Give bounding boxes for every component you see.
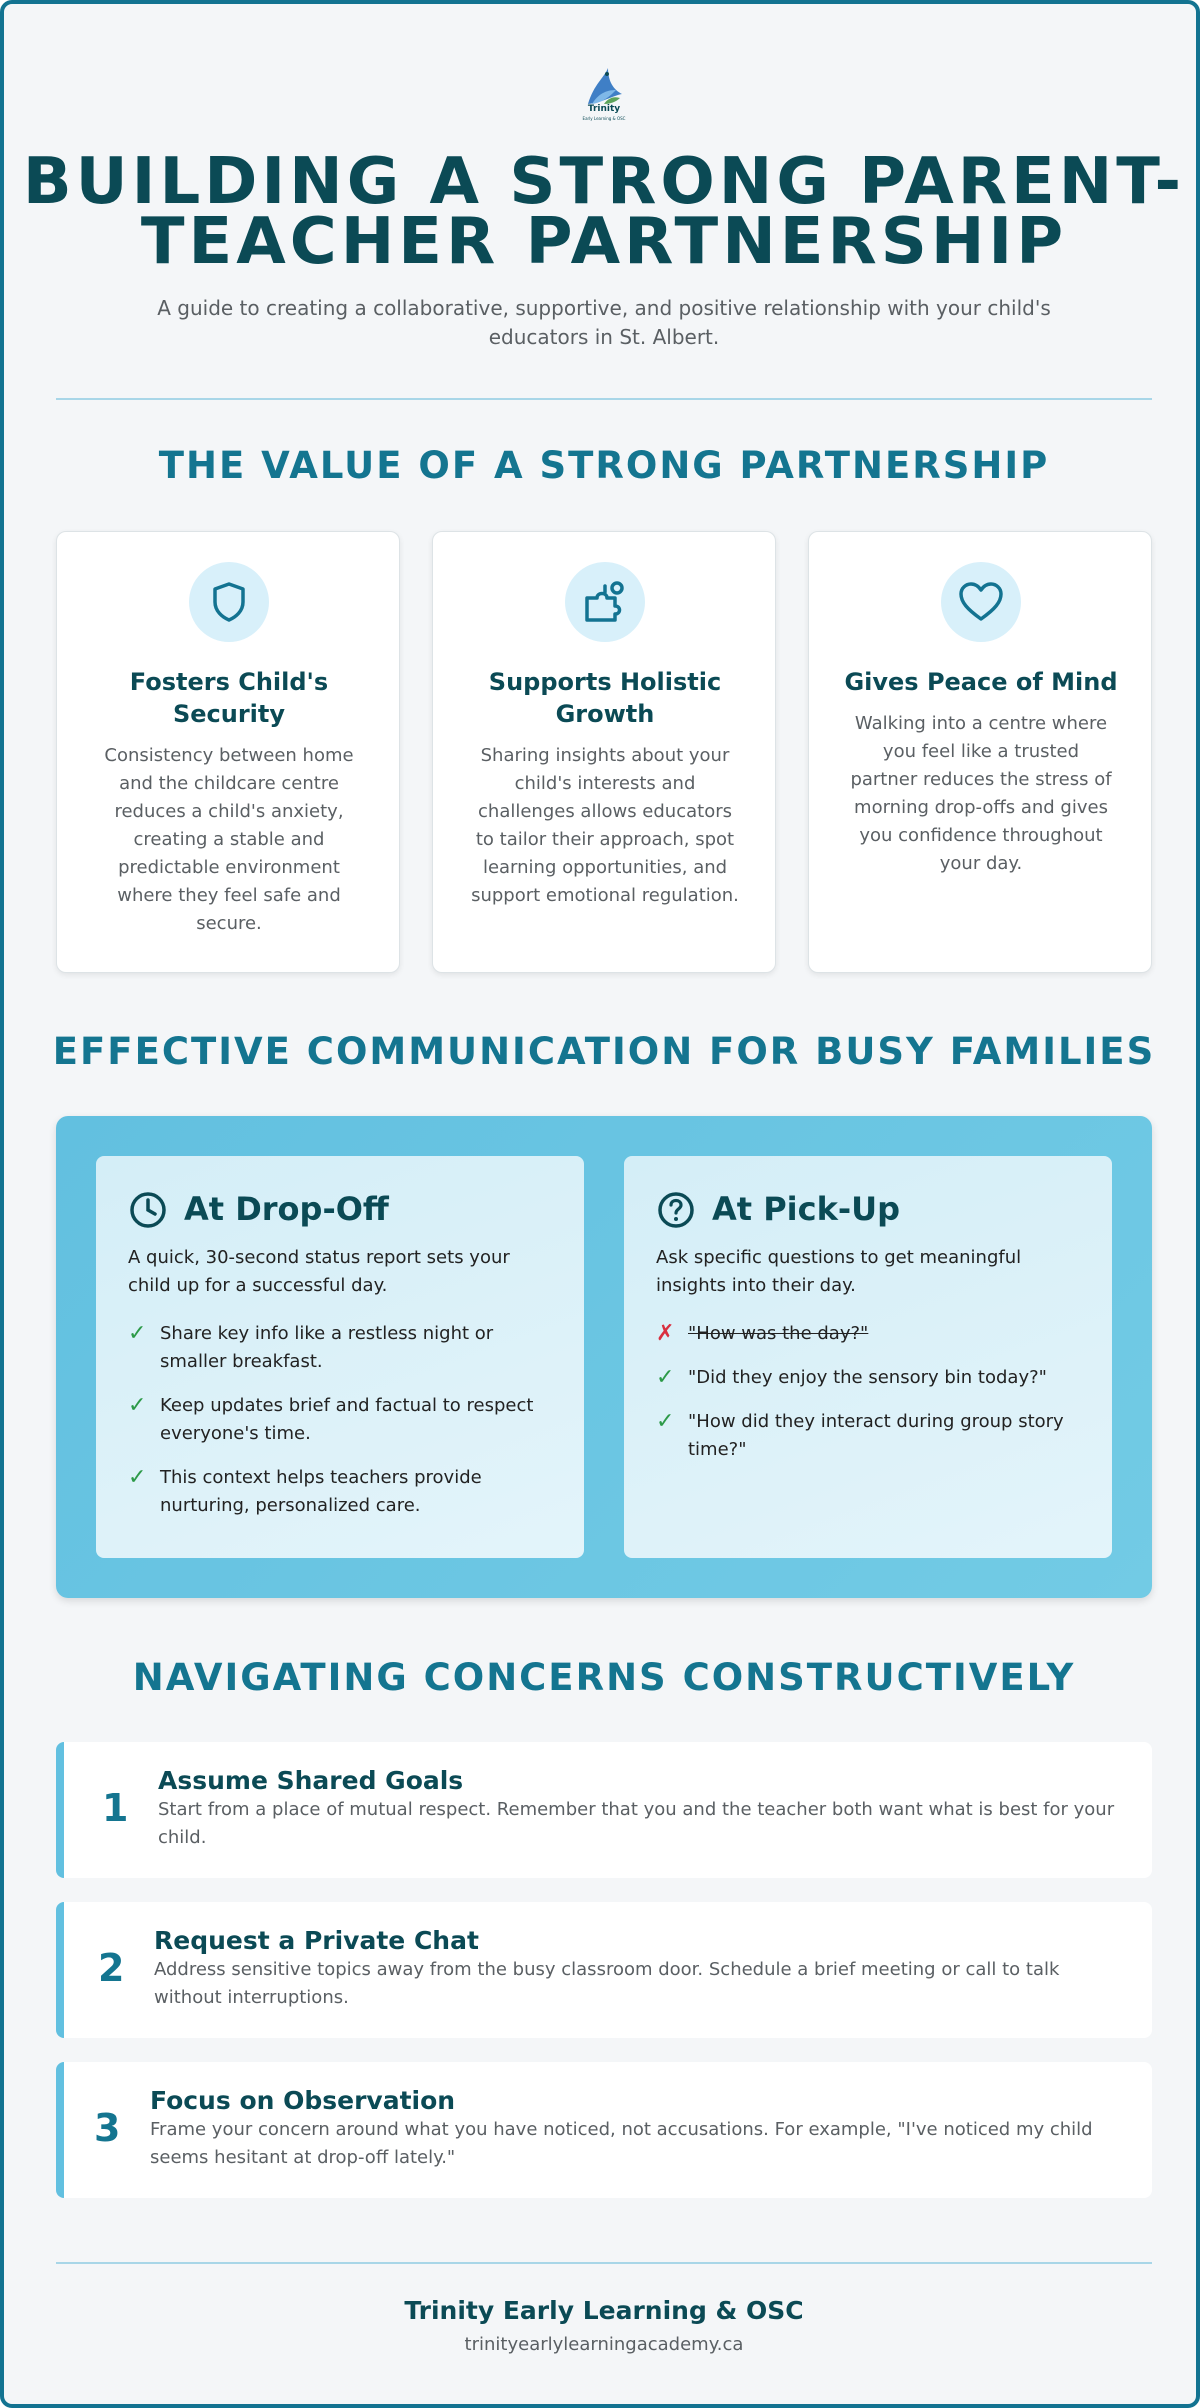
value-card-title: Fosters Child's Security <box>129 668 329 728</box>
step-title: Focus on Observation <box>150 2086 456 2115</box>
check-icon: ✓ <box>656 1409 675 1434</box>
heart-icon <box>957 580 1005 624</box>
step-card-1 <box>56 1742 1152 1878</box>
value-card-title: Supports Holistic Growth <box>488 668 722 728</box>
check-icon: ✓ <box>656 1365 675 1390</box>
step-text: Frame your concern around what you have noticed, not accusations. For example, "I've noticed my child seems hesitant at drop-off lately." <box>150 2119 1093 2168</box>
cross-icon: ✗ <box>656 1321 675 1346</box>
clock-icon <box>128 1190 168 1230</box>
list-item <box>656 1408 1086 1464</box>
section-title-value: THE VALUE OF A STRONG PARTNERSHIP <box>158 444 1050 487</box>
step-number: 1 <box>102 1786 129 1830</box>
footer-org-name: Trinity Early Learning & OSC <box>404 2296 804 2325</box>
logo <box>574 64 634 126</box>
puzzle-icon <box>581 578 629 626</box>
value-card-icon-wrap <box>189 562 269 642</box>
step-title: Request a Private Chat <box>154 1926 479 1955</box>
dropoff-title: At Drop-Off <box>184 1190 389 1228</box>
section-title-concerns: NAVIGATING CONCERNS CONSTRUCTIVELY <box>132 1656 1076 1699</box>
value-card-title: Gives Peace of Mind <box>844 668 1118 696</box>
pickup-list <box>656 1320 1086 1480</box>
list-item <box>128 1392 558 1448</box>
value-card-icon-wrap <box>941 562 1021 642</box>
list-item-text: Share key info like a restless night or smaller breakfast. <box>160 1323 494 1372</box>
list-item <box>656 1320 1086 1348</box>
pickup-title: At Pick-Up <box>712 1190 901 1228</box>
list-item-text: "How did they interact during group story time?" <box>688 1411 1064 1460</box>
step-text: Start from a place of mutual respect. Remember that you and the teacher both want what is best for your child. <box>158 1799 1115 1848</box>
value-card-security <box>56 531 400 973</box>
step-card-2 <box>56 1902 1152 2038</box>
step-title: Assume Shared Goals <box>158 1766 464 1795</box>
page-title-line-1: BUILDING A STRONG PARENT- <box>22 145 1186 219</box>
dropoff-intro: A quick, 30-second status report sets your child up for a successful day. <box>128 1247 510 1296</box>
value-card-growth <box>432 531 776 973</box>
section-title-communication: EFFECTIVE COMMUNICATION FOR BUSY FAMILIES <box>52 1030 1156 1073</box>
list-item-text: Keep updates brief and factual to respect everyone's time. <box>160 1395 534 1444</box>
page-title-line-2: TEACHER PARTNERSHIP <box>140 205 1068 279</box>
page-title <box>4 145 1200 279</box>
value-card-text: Sharing insights about your child's interests and challenges allows educators to tailor their approach, spot learning opportunities, and support emotional regulation. <box>471 745 739 906</box>
list-item-text: "How was the day?" <box>688 1323 869 1344</box>
divider-bottom <box>56 2262 1152 2264</box>
footer-website-link[interactable]: trinityearlylearningacademy.ca <box>464 2334 744 2355</box>
list-item-text: "Did they enjoy the sensory bin today?" <box>688 1367 1047 1388</box>
step-text: Address sensitive topics away from the busy classroom door. Schedule a brief meeting or call to talk without interruptions. <box>154 1959 1060 2008</box>
list-item <box>128 1320 558 1376</box>
logo-tagline: Early Learning & OSC <box>582 116 626 121</box>
step-number: 2 <box>98 1946 125 1990</box>
value-card-text: Walking into a centre where you feel like a trusted partner reduces the stress of morning drop-offs and gives you confidence throughout your day. <box>850 713 1112 874</box>
communication-panel <box>56 1116 1152 1598</box>
shield-icon <box>209 580 249 624</box>
logo-name: Trinity <box>587 104 621 114</box>
list-item <box>656 1364 1086 1392</box>
page-subtitle: A guide to creating a collaborative, supportive, and positive relationship with your child's educators in St. Albert. <box>157 296 1051 349</box>
question-circle-icon <box>656 1190 696 1230</box>
pickup-box <box>624 1156 1112 1558</box>
dropoff-list <box>128 1320 558 1536</box>
dropoff-box <box>96 1156 584 1558</box>
divider-top <box>56 398 1152 400</box>
step-card-3 <box>56 2062 1152 2198</box>
check-icon: ✓ <box>128 1465 147 1490</box>
pickup-intro: Ask specific questions to get meaningful insights into their day. <box>656 1247 1022 1296</box>
list-item <box>128 1464 558 1520</box>
value-card-peace <box>808 531 1152 973</box>
value-card-text: Consistency between home and the childcare centre reduces a child's anxiety, creating a stable and predictable environment where they feel safe and secure. <box>104 745 354 934</box>
check-icon: ✓ <box>128 1393 147 1418</box>
list-item-text: This context helps teachers provide nurturing, personalized care. <box>160 1467 482 1516</box>
step-number: 3 <box>94 2106 121 2150</box>
value-card-icon-wrap <box>565 562 645 642</box>
check-icon: ✓ <box>128 1321 147 1346</box>
